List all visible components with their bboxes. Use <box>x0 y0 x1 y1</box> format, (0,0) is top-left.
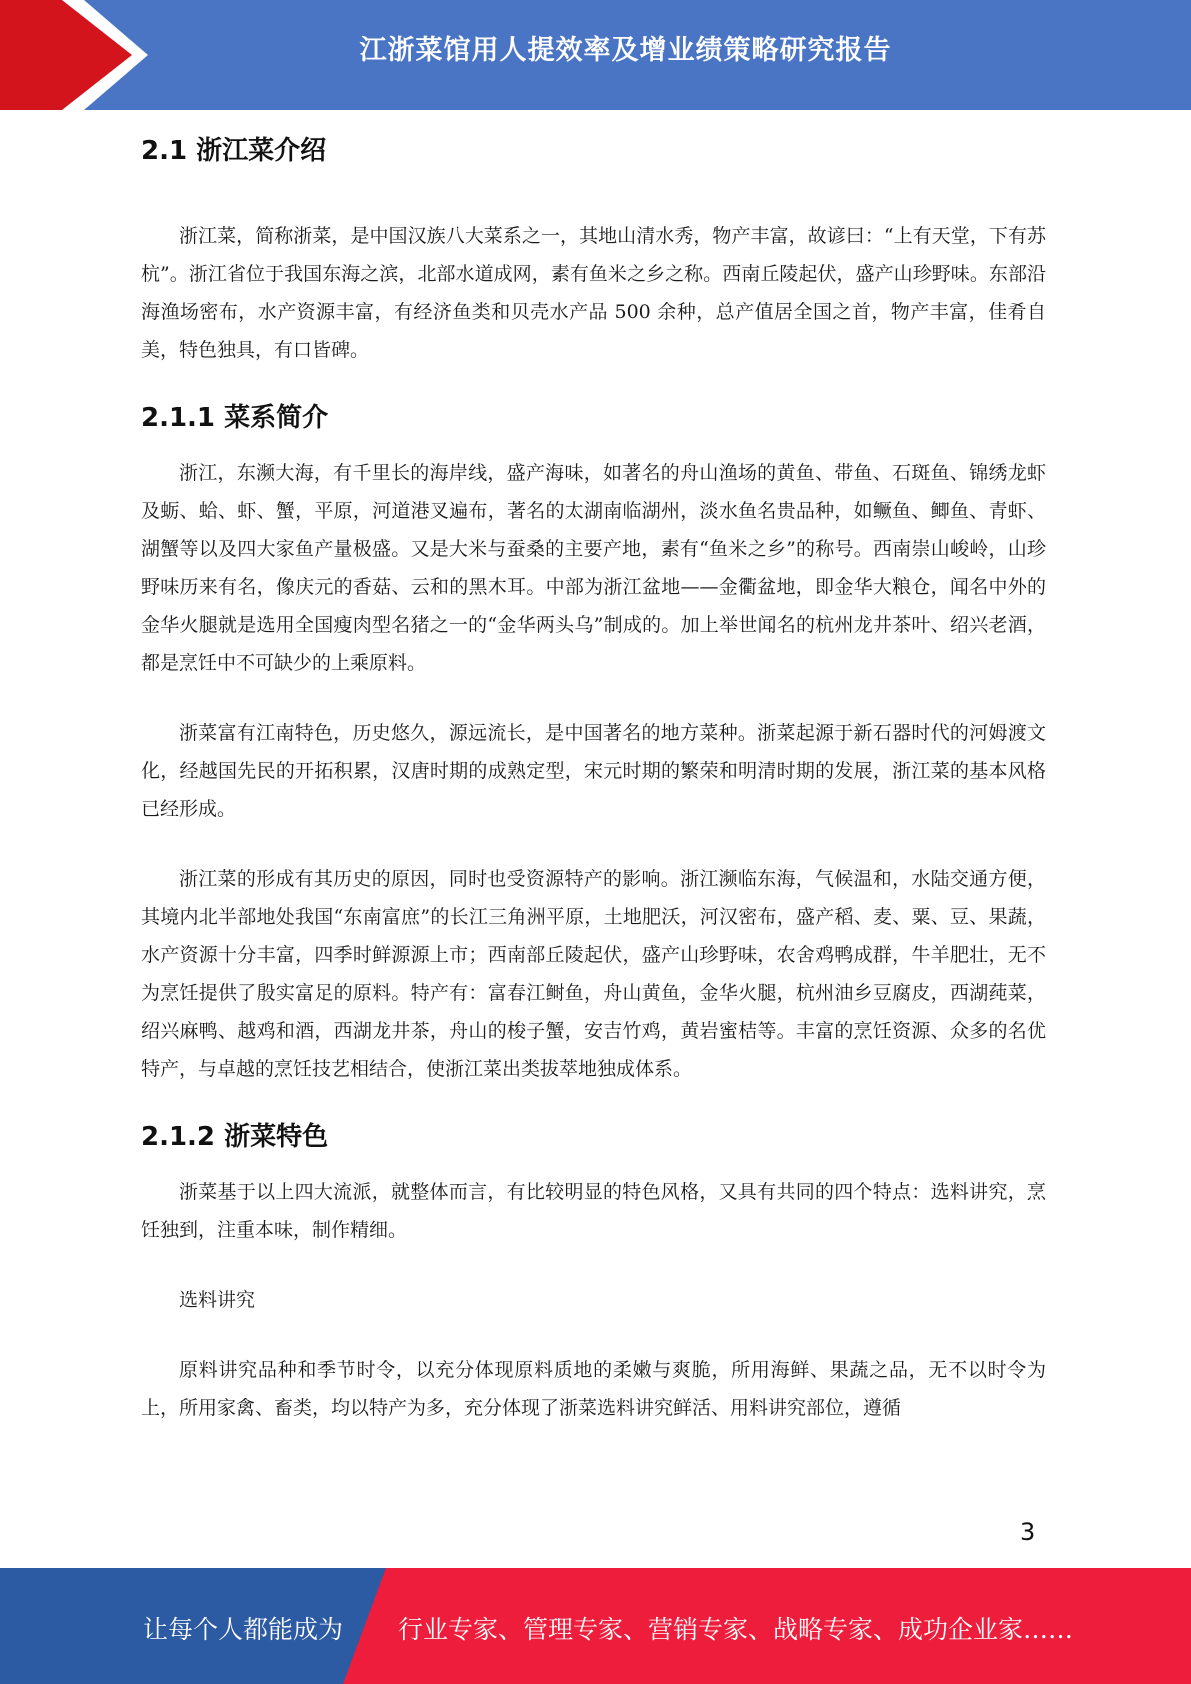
paragraph: 浙江菜的形成有其历史的原因，同时也受资源特产的影响。浙江濒临东海，气候温和，水陆交通方便，其境内北半部地处我国“东南富庶”的长江三角洲平原，土地肥沃，河汉密布，盛产稻、麦、粟、豆、果蔬，水产资源十分丰富，四季时鲜源源上市；西南部丘陵起伏，盛产山珍野味，农舍鸡鸭成群，牛羊肥壮，无不为烹饪提供了殷实富足的原料。特产有：富春江鲥鱼，舟山黄鱼，金华火腿，杭州油乡豆腐皮，西湖莼菜，绍兴麻鸭、越鸡和酒，西湖龙井茶，舟山的梭子蟹，安吉竹鸡，黄岩蜜桔等。丰富的烹饪资源、众多的名优特产，与卓越的烹饪技艺相结合，使浙江菜出类拔萃地独成体系。 <box>141 868 1046 1080</box>
footer-slogan-right: 行业专家、管理专家、营销专家、战略专家、成功企业家…… <box>398 1615 1074 1644</box>
section-heading-2-1-2: 2.1.2 浙菜特色 <box>141 1122 329 1152</box>
paragraph: 浙江，东濒大海，有千里长的海岸线，盛产海味，如著名的舟山渔场的黄鱼、带鱼、石斑鱼、锦绣龙虾及蛎、蛤、虾、蟹，平原，河道港叉遍布，著名的太湖南临湖州，淡水鱼名贵品种，如鳜鱼、鲫鱼、青虾、湖蟹等以及四大家鱼产量极盛。又是大米与蚕桑的主要产地，素有“鱼米之乡”的称号。西南崇山峻岭，山珍野味历来有名，像庆元的香菇、云和的黑木耳。中部为浙江盆地——金衢盆地，即金华大粮仓，闻名中外的金华火腿就是选用全国瘦肉型名猪之一的“金华两头乌”制成的。加上举世闻名的杭州龙井茶叶、绍兴老酒，都是烹饪中不可缺少的上乘原料。 <box>141 462 1046 674</box>
paragraph: 浙菜基于以上四大流派，就整体而言，有比较明显的特色风格，又具有共同的四个特点：选料讲究，烹饪独到，注重本味，制作精细。 <box>141 1181 1046 1241</box>
paragraph: 原料讲究品种和季节时令，以充分体现原料质地的柔嫩与爽脆，所用海鲜、果蔬之品，无不以时令为上，所用家禽、畜类，均以特产为多，充分体现了浙菜选料讲究鲜活、用料讲究部位，遵循 <box>141 1359 1046 1419</box>
page-footer <box>0 1568 1191 1684</box>
page-content <box>141 130 1046 1427</box>
paragraph: 浙江菜，简称浙菜，是中国汉族八大菜系之一，其地山清水秀，物产丰富，故谚曰：“上有天堂，下有苏杭”。浙江省位于我国东海之滨，北部水道成网，素有鱼米之乡之称。西南丘陵起伏，盛产山珍野味。东部沿海渔场密布，水产资源丰富，有经济鱼类和贝壳水产品 500 余种，总产值居全国之首，物产丰富，佳肴自美，特色独具，有口皆碑。 <box>141 225 1046 361</box>
section-heading-2-1-1: 2.1.1 菜系简介 <box>141 403 329 433</box>
page-header <box>0 0 1191 110</box>
footer-slogan-left: 让每个人都能成为 <box>143 1615 344 1644</box>
subheading-label: 选料讲究 <box>179 1289 256 1311</box>
section-heading-2-1: 2.1 浙江菜介绍 <box>141 136 327 166</box>
paragraph: 浙菜富有江南特色，历史悠久，源远流长，是中国著名的地方菜种。浙菜起源于新石器时代的河姆渡文化，经越国先民的开拓积累，汉唐时期的成熟定型，宋元时期的繁荣和明清时期的发展，浙江菜的基本风格已经形成。 <box>141 722 1046 820</box>
page-number: 3 <box>1020 1518 1036 1546</box>
report-title: 江浙菜馆用人提效率及增业绩策略研究报告 <box>359 35 892 66</box>
